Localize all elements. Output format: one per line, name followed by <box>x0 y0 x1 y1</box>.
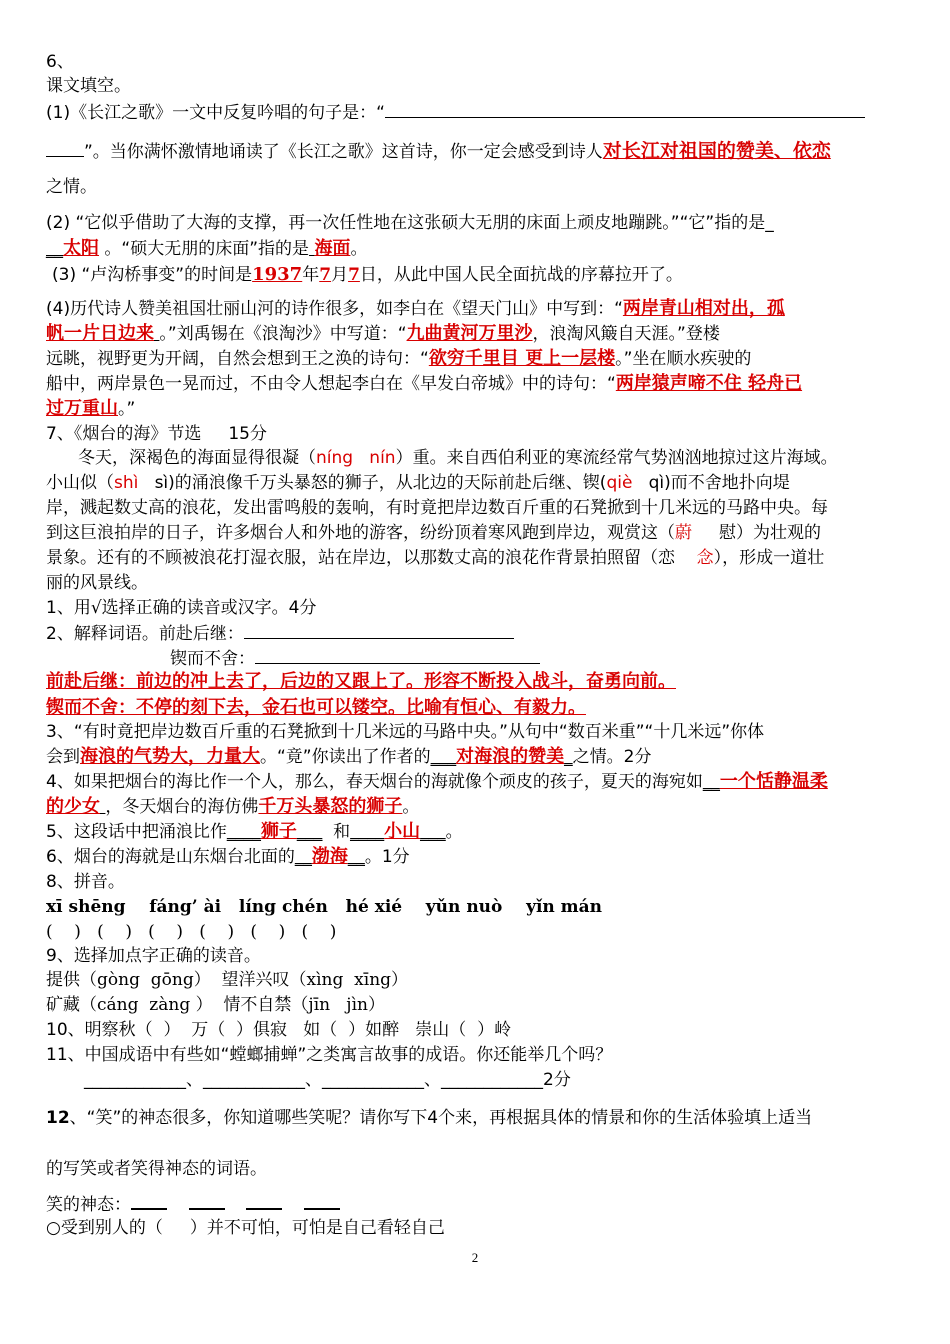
q7-sub-2b: 锲而不舍： <box>170 647 540 670</box>
q6-line-p4d: 船中，两岸景色一晃而过，不由令人想起李白在《早发白帝城》中的诗句：“两岸猿声啼不住 轻舟已 <box>46 373 803 394</box>
q6-line-p2b: __太阳 。“硕大无朋的床面”指的是 海面。 <box>46 238 368 259</box>
q6-p1-blank[interactable] <box>385 101 865 118</box>
q7-sub-4a: 4、如果把烟台的海比作一个人，那么，春天烟台的海就像个顽皮的孩子，夏天的海宛如__一个恬静温柔 <box>46 771 828 792</box>
q6-p3-month: 7 <box>319 265 332 285</box>
q6-p2-answer-1: 太阳 <box>63 238 99 259</box>
q6-p3-year: 1937 <box>252 264 303 285</box>
q6-p4-answer-1a: 两岸青山相对出，孤 <box>622 298 785 319</box>
page-number: 2 <box>471 1250 479 1265</box>
q7-sub-2a: 2、解释词语。前赴后继： <box>46 622 514 645</box>
q6-p4-answer-2: 九曲黄河万里沙 <box>406 323 533 344</box>
q6-p1-blank-end[interactable] <box>46 140 84 157</box>
q6-p4-answer-3: 欲穷千里目 更上一层楼 <box>428 348 616 369</box>
q6-p2-answer-2: 海面 <box>314 238 351 259</box>
q6-p2-text-b: 。“硕大无朋的床面”指的是 <box>104 239 310 259</box>
q10-text: 10、明察秋（ ） 万（ ）俱寂 如（ ）如醉 崇山（ ）岭 <box>46 1020 512 1040</box>
q11-text: 11、中国成语中有些如“螳螂捕蝉”之类寓言故事的成语。你还能举几个吗？ <box>46 1045 613 1065</box>
q7-sub-6: 6、烟台的海就是山东烟台北面的__渤海__。1分 <box>46 846 410 867</box>
q6-line-p4e: 过万重山。” <box>46 398 136 419</box>
q8-answer-parens[interactable]: ( ) ( ) ( ) ( ) ( ) ( ) <box>46 922 337 942</box>
q6-title: 课文填空。 <box>46 76 131 96</box>
q6-line-p3: (3) “卢沟桥事变”的时间是1937年7月7日，从此中国人民全面抗战的序幕拉开了。 <box>52 264 683 285</box>
q12-blank-4[interactable] <box>304 1192 340 1210</box>
q7-sub-5: 5、这段话中把涌浪比作____狮子___ 和____小山___。 <box>46 821 463 842</box>
q6-line-p2: (2) “它似乎借助了大海的支撑，再一次任性地在这张硕大无朋的床面上顽皮地蹦跳。”“它”指的是_ <box>46 213 774 233</box>
q12-circle-line: ○受到别人的（ ）并不可怕，可怕是自己看轻自己 <box>46 1218 445 1238</box>
q12-label-row: 笑的神态： <box>46 1192 340 1216</box>
q12-blank-3[interactable] <box>246 1192 282 1210</box>
q7-sub-3b: 会到海浪的气势大，力量大。“竟”你读出了作者的___对海浪的赞美_之情。2分 <box>46 746 652 767</box>
q9-row-1: 提供（gòng gōng） 望洋兴叹（xìng xīng） <box>46 970 409 990</box>
q8-pinyin-row: xī shēng fáng’ ài líng chén hé xié yǔn nuò yǐn mán <box>46 897 603 917</box>
q7-answer-2b: 锲而不舍：不停的刻下去，金石也可以镂空。比喻有恒心、有毅力。 <box>46 697 586 718</box>
q11-blanks[interactable]: ____________、____________、____________、____________2分 <box>84 1070 571 1090</box>
q6-number: 6、 <box>46 52 74 72</box>
q9-title: 9、选择加点字正确的读音。 <box>46 946 261 966</box>
q12-line-a: 12、“笑”的神态很多，你知道哪些笑呢？请你写下4个来，再根据具体的情景和你的生活体验填上适当 <box>46 1108 813 1128</box>
q7-sub-2b-blank[interactable] <box>255 647 540 664</box>
q7-para-2: 小山似（shì sì)的涌浪像千万头暴怒的狮子，从北边的天际前赴后继、锲(qiè qì)而不舍地扑向堤 <box>46 473 790 493</box>
q6-line-1 <box>46 101 865 124</box>
q7-para-3: 岸，溅起数丈高的浪花，发出雷鸣般的轰响，有时竟把岸边数百斤重的石凳掀到十几米远的马路中央。每 <box>46 498 828 518</box>
q8-title: 8、拼音。 <box>46 872 125 892</box>
q6-p1-text: (1)《长江之歌》一文中反复吟唱的句子是：“ <box>46 103 385 123</box>
q6-p3-day: 7 <box>348 265 360 285</box>
q6-p4-answer-4a: 两岸猿声啼不住 轻舟已 <box>615 373 803 394</box>
q7-sub-2a-blank[interactable] <box>244 622 514 639</box>
q12-line-b: 的写笑或者笑得神态的词语。 <box>46 1159 267 1179</box>
q6-line-p4c: 远眺，视野更为开阔，自然会想到王之涣的诗句：“欲穷千里目 更上一层楼。”坐在顺水疾驶的 <box>46 348 752 369</box>
q6-p4-answer-4b: 过万重山 <box>46 398 118 419</box>
q7-para-5: 景象。还有的不顾被浪花打湿衣服，站在岸边，以那数丈高的浪花作背景拍照留（恋 念），形成一道壮 <box>46 548 825 568</box>
q12-blank-1[interactable] <box>131 1192 167 1210</box>
q6-p1-answer: 对长江对祖国的赞美、依恋 <box>602 140 831 162</box>
q7-answer-2a: 前赴后继：前边的冲上去了，后边的又跟上了。形容不断投入战斗，奋勇向前。 <box>46 671 676 692</box>
q6-p1-text-b: ”。当你满怀激情地诵读了《长江之歌》这首诗，你一定会感受到诗人 <box>84 142 603 162</box>
q12-blank-2[interactable] <box>189 1192 225 1210</box>
q6-line-p4a: (4)历代诗人赞美祖国壮丽山河的诗作很多，如李白在《望天门山》中写到：“两岸青山相对出，孤 <box>46 298 785 319</box>
q6-p4-answer-1b: 帆一片日边来 <box>46 323 154 344</box>
q7-title: 7、《烟台的海》节选 15分 <box>46 424 267 444</box>
q7-sub-4b: 的少女 ，冬天烟台的海仿佛千万头暴怒的狮子。 <box>46 796 420 817</box>
q7-para-4: 到这巨浪拍岸的日子，许多烟台人和外地的游客，纷纷顶着寒风跑到岸边，观赏这（蔚 慰）为壮观的 <box>46 523 822 543</box>
q6-line-p4b: 帆一片日边来 。”刘禹锡在《浪淘沙》中写道：“九曲黄河万里沙，浪淘风簸自天涯。”登楼 <box>46 323 720 344</box>
q6-line-2 <box>46 140 831 163</box>
q9-row-2: 矿藏（cáng zàng ） 情不自禁（jīn jìn） <box>46 995 385 1015</box>
q7-para-6: 丽的风景线。 <box>46 573 148 593</box>
q6-p1-end: 之情。 <box>46 177 97 197</box>
q7-sub-3a: 3、“有时竟把岸边数百斤重的石凳掀到十几米远的马路中央。”从句中“数百米重”“十几米远”你体 <box>46 722 765 742</box>
q7-sub-1: 1、用√选择正确的读音或汉字。4分 <box>46 598 317 618</box>
q7-para-1: 冬天，深褐色的海面显得很凝（níng nín）重。来自西伯利亚的寒流经常气势汹汹地掠过这片海域。 <box>78 448 838 468</box>
